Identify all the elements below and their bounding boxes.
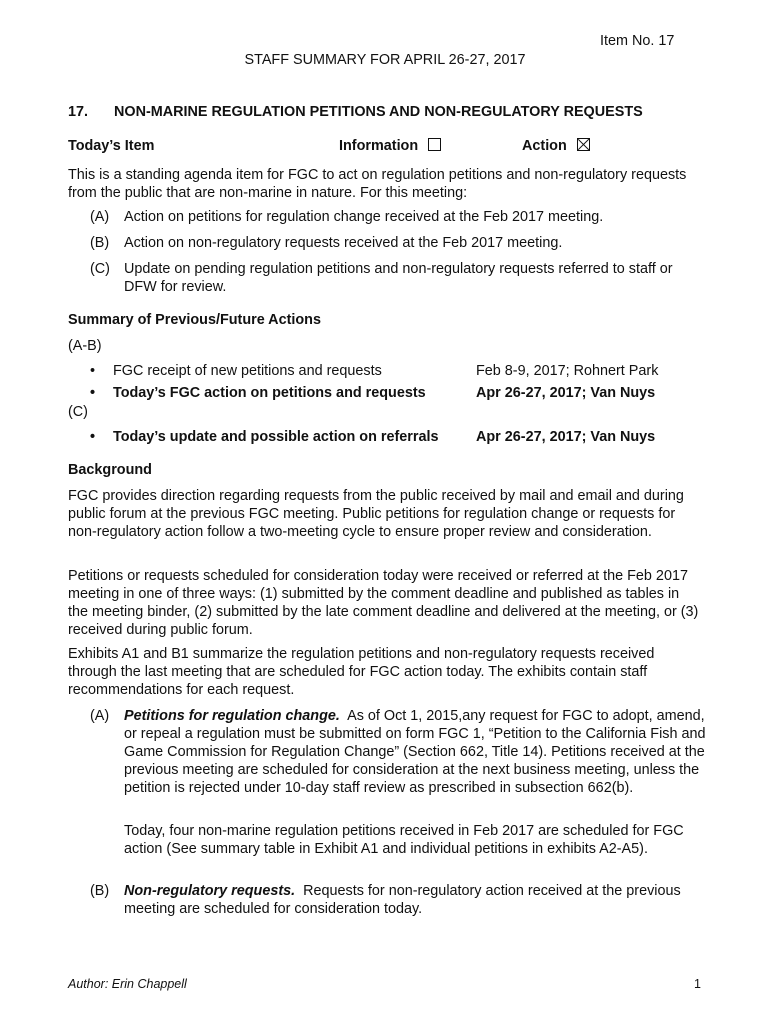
todays-item-label: Today’s Item: [68, 138, 155, 154]
intro-item-label: (B): [90, 235, 110, 251]
summary-row-date: Feb 8-9, 2017; Rohnert Park: [476, 363, 659, 379]
summary-row-date: Apr 26-27, 2017; Van Nuys: [476, 385, 656, 401]
background-heading: Background: [68, 462, 152, 478]
intro-text: This is a standing agenda item for FGC to act on regulation petitions and non-regulatory requests from the public that are non-marine in nature. For this meeting:: [68, 167, 687, 201]
summary-heading: Summary of Previous/Future Actions: [68, 312, 321, 328]
section-number: 17.: [68, 104, 89, 120]
background-paragraph-2: Petitions or requests scheduled for consideration today were received or referred at the Feb 2017 meeting in one of three ways: (1) submitted by the comment deadline and published as tables in the meeting binder, (2) submitted by the late comment deadline and delivered at the meeting, or (3) received during public forum.: [68, 568, 699, 638]
summary-row-date: Apr 26-27, 2017; Van Nuys: [476, 429, 656, 445]
background-paragraph-1: FGC provides direction regarding requests from the public received by mail and email and during public forum at the previous FGC meeting. Public petitions for regulation change or requests for non-regulatory action follow a two-meeting cycle to ensure proper review and consideration.: [68, 488, 684, 540]
background-item-body: Requests for non-regulatory action received at the previous meeting are scheduled for consideration today.: [124, 883, 681, 917]
todays-item-row: [68, 138, 700, 158]
intro-item-c: [90, 260, 705, 296]
background-item-label: (A): [90, 708, 110, 724]
background-item-title: Non-regulatory requests.: [124, 883, 296, 899]
page-number: 1: [694, 977, 701, 991]
bullet-icon: •: [90, 363, 96, 379]
intro-item-text: Action on non-regulatory requests received at the Feb 2017 meeting.: [124, 235, 563, 251]
intro-item-label: (C): [90, 261, 110, 277]
background-item-text: [124, 707, 710, 797]
summary-row: [90, 429, 710, 447]
intro-item-label: (A): [90, 209, 110, 225]
background-item-title: Petitions for regulation change.: [124, 708, 340, 724]
footer-author: Author: Erin Chappell: [68, 977, 187, 991]
intro-item-b: [90, 234, 705, 252]
background-item-a: [90, 707, 710, 797]
background-item-body: As of Oct 1, 2015,any request for FGC to adopt, amend, or repeal a regulation must be submitted on form FGC 1, “Petition to the California Fish and Game Commission for Regulation Change” (Section 662, Title 14). Petitions received at the previous meeting are scheduled for consideration at the next business meeting, unless the petition is rejected under 10-day staff review as prescribed in subsection 662(b).: [124, 708, 706, 796]
background-item-text: [124, 882, 710, 918]
item-number: Item No. 17: [600, 33, 675, 49]
bullet-icon: •: [90, 429, 96, 445]
information-option: [339, 138, 418, 154]
intro-item-a: [90, 208, 705, 226]
background-paragraph-3: Exhibits A1 and B1 summarize the regulation petitions and non-regulatory requests received through the last meeting that are scheduled for FGC action today. The exhibits contain staff recommendations for each request.: [68, 646, 655, 698]
section-title: [68, 104, 643, 120]
information-label: Information: [339, 138, 419, 154]
background-item-b: [90, 882, 710, 918]
information-checkbox-icon: [428, 138, 441, 151]
action-label: Action: [522, 138, 567, 154]
summary-row: [90, 385, 710, 403]
intro-item-text: Update on pending regulation petitions and non-regulatory requests referred to staff or DFW for review.: [124, 261, 673, 295]
background-item-label: (B): [90, 883, 110, 899]
staff-summary-title: STAFF SUMMARY FOR APRIL 26-27, 2017: [244, 52, 526, 68]
bullet-icon: •: [90, 385, 96, 401]
summary-row: [90, 363, 710, 381]
intro-item-text: Action on petitions for regulation change received at the Feb 2017 meeting.: [124, 209, 604, 225]
summary-row-text: Today’s update and possible action on referrals: [113, 429, 439, 445]
summary-row-text: Today’s FGC action on petitions and requests: [113, 385, 426, 401]
action-checked-box-icon: [577, 138, 590, 151]
summary-group-ab: (A-B): [68, 338, 102, 354]
summary-group-c: (C): [68, 404, 88, 420]
background-item-a-continuation: Today, four non-marine regulation petitions received in Feb 2017 are scheduled for FGC action (See summary table in Exhibit A1 and individual petitions in exhibits A2-A5).: [124, 823, 684, 857]
action-option: [522, 138, 567, 154]
section-title-text: NON-MARINE REGULATION PETITIONS AND NON-REGULATORY REQUESTS: [114, 104, 643, 120]
summary-row-text: FGC receipt of new petitions and requests: [113, 363, 382, 379]
